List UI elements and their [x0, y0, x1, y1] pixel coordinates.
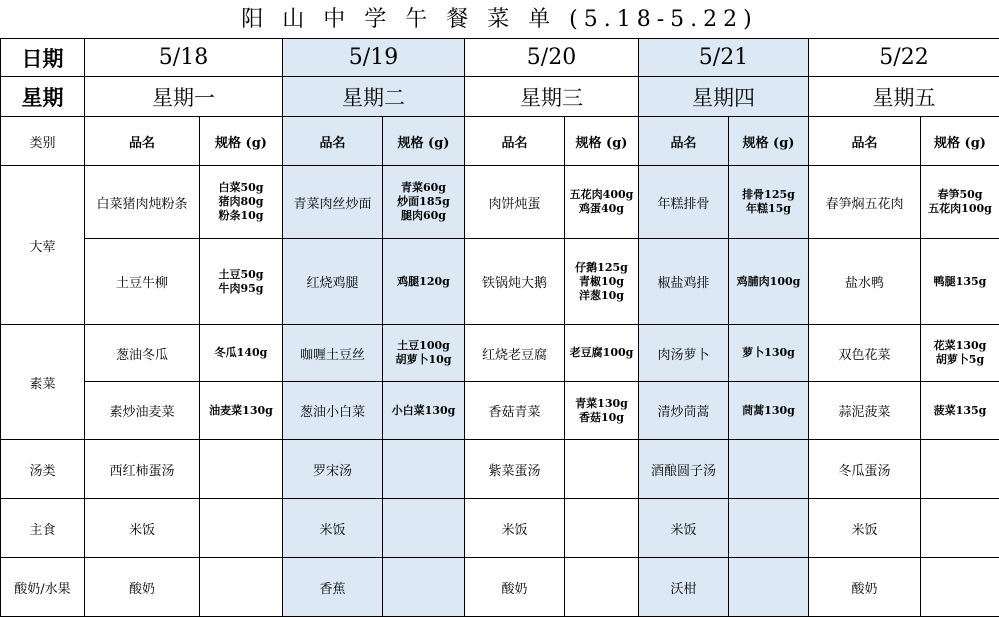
dish-cell: 素炒油麦菜	[85, 382, 200, 440]
spec-cell	[200, 382, 283, 440]
dish-cell: 清炒茼蒿	[639, 382, 729, 440]
spec-line: 茼蒿130g	[742, 403, 795, 417]
spec-cell	[921, 239, 999, 325]
spec-cell	[565, 558, 639, 617]
spec-cell	[921, 440, 999, 499]
dish-cell: 西红柿蛋汤	[85, 440, 200, 499]
dish-cell: 酸奶	[465, 558, 565, 617]
dish-header: 品名	[465, 117, 565, 166]
spec-line: 小白菜130g	[391, 403, 456, 417]
dish-cell: 春笋焖五花肉	[809, 166, 921, 239]
dish-cell: 葱油小白菜	[283, 382, 383, 440]
spec-line: 青菜130g	[575, 396, 628, 410]
weekday-cell: 星期五	[809, 77, 999, 117]
spec-header: 规格 (g)	[383, 117, 465, 166]
spec-line: 鸡腿120g	[397, 274, 450, 288]
dish-cell: 米饭	[465, 499, 565, 558]
date-cell: 5/18	[85, 39, 283, 77]
dish-cell: 米饭	[639, 499, 729, 558]
spec-line: 油麦菜130g	[209, 403, 273, 417]
spec-line: 土豆50g	[218, 267, 264, 281]
dish-header: 品名	[809, 117, 921, 166]
date-cell: 5/21	[639, 39, 809, 77]
dish-cell: 葱油冬瓜	[85, 325, 200, 382]
spec-cell	[729, 239, 809, 325]
weekday-cell: 星期一	[85, 77, 283, 117]
dish-cell: 酸奶	[809, 558, 921, 617]
dish-cell: 肉汤萝卜	[639, 325, 729, 382]
dish-cell: 香蕉	[283, 558, 383, 617]
dish-cell: 沃柑	[639, 558, 729, 617]
dish-cell: 双色花菜	[809, 325, 921, 382]
dish-cell: 红烧鸡腿	[283, 239, 383, 325]
spec-header: 规格 (g)	[200, 117, 283, 166]
dish-cell: 蒜泥菠菜	[809, 382, 921, 440]
date-cell: 5/22	[809, 39, 999, 77]
spec-cell	[565, 325, 639, 382]
menu-title: 阳 山 中 学 午 餐 菜 单 (5.18-5.22)	[241, 7, 758, 32]
spec-cell	[921, 325, 999, 382]
dish-cell: 盐水鸭	[809, 239, 921, 325]
weekday-cell: 星期二	[283, 77, 465, 117]
spec-cell	[200, 239, 283, 325]
spec-cell	[200, 325, 283, 382]
spec-line: 粉条10g	[218, 209, 264, 222]
dish-cell: 紫菜蛋汤	[465, 440, 565, 499]
spec-line: 胡萝卜10g	[395, 353, 452, 366]
spec-cell	[921, 499, 999, 558]
spec-cell	[383, 239, 465, 325]
spec-cell	[200, 166, 283, 239]
spec-line: 仔鹅125g	[575, 260, 628, 274]
dish-cell: 铁锅炖大鹅	[465, 239, 565, 325]
spec-line: 春笋50g	[937, 188, 983, 201]
spec-cell	[921, 558, 999, 617]
spec-header: 规格 (g)	[729, 117, 809, 166]
spec-cell	[565, 499, 639, 558]
category-cell: 主食	[1, 499, 85, 558]
category-cell: 汤类	[1, 440, 85, 499]
date-cell: 5/20	[465, 39, 639, 77]
spec-line: 萝卜130g	[742, 346, 795, 359]
spec-line: 牛肉95g	[218, 281, 264, 295]
dish-cell: 椒盐鸡排	[639, 239, 729, 325]
spec-cell	[565, 166, 639, 239]
spec-line: 腿肉60g	[401, 209, 446, 222]
spec-line: 老豆腐100g	[569, 346, 634, 359]
spec-cell	[729, 166, 809, 239]
weekday-cell: 星期三	[465, 77, 639, 117]
dish-cell: 酒酿圆子汤	[639, 440, 729, 499]
dish-cell: 年糕排骨	[639, 166, 729, 239]
spec-cell	[383, 325, 465, 382]
spec-line: 排骨125g	[742, 188, 795, 201]
spec-line: 炒面185g	[397, 195, 450, 208]
category-cell: 大荤	[1, 166, 85, 325]
spec-header: 规格 (g)	[921, 117, 999, 166]
spec-cell	[383, 499, 465, 558]
spec-line: 鸡脯肉100g	[736, 274, 801, 288]
spec-line: 青菜60g	[401, 181, 446, 194]
dish-cell: 罗宋汤	[283, 440, 383, 499]
spec-line: 冬瓜140g	[214, 346, 268, 359]
menu-table	[0, 38, 999, 617]
dish-cell: 青菜肉丝炒面	[283, 166, 383, 239]
spec-cell	[729, 382, 809, 440]
weekday-label: 星期	[1, 77, 85, 117]
spec-cell	[383, 382, 465, 440]
spec-cell	[729, 440, 809, 499]
dish-header: 品名	[85, 117, 200, 166]
dish-cell: 土豆牛柳	[85, 239, 200, 325]
spec-line: 土豆100g	[397, 339, 450, 352]
spec-cell	[729, 325, 809, 382]
dish-cell: 酸奶	[85, 558, 200, 617]
dish-cell: 香菇青菜	[465, 382, 565, 440]
spec-line: 白菜50g	[218, 181, 264, 194]
spec-line: 花菜130g	[933, 339, 987, 352]
category-header: 类别	[1, 117, 85, 166]
spec-cell	[383, 166, 465, 239]
spec-line: 五花肉100g	[928, 202, 992, 215]
spec-cell	[921, 166, 999, 239]
spec-cell	[565, 239, 639, 325]
dish-cell: 咖喱土豆丝	[283, 325, 383, 382]
category-cell: 素菜	[1, 325, 85, 440]
dish-cell: 肉饼炖蛋	[465, 166, 565, 239]
spec-line: 胡萝卜5g	[935, 353, 985, 366]
dish-header: 品名	[283, 117, 383, 166]
spec-line: 菠菜135g	[933, 403, 987, 417]
weekday-cell: 星期四	[639, 77, 809, 117]
spec-line: 洋葱10g	[579, 288, 624, 302]
spec-cell	[565, 440, 639, 499]
spec-line: 五花肉400g	[569, 188, 634, 201]
category-cell: 酸奶/水果	[1, 558, 85, 617]
dish-cell: 白菜猪肉炖粉条	[85, 166, 200, 239]
spec-cell	[729, 558, 809, 617]
spec-cell	[200, 499, 283, 558]
spec-line: 青椒10g	[579, 274, 624, 288]
spec-line: 香菇10g	[579, 410, 624, 424]
date-cell: 5/19	[283, 39, 465, 77]
spec-line: 猪肉80g	[218, 195, 264, 208]
spec-cell	[200, 440, 283, 499]
spec-cell	[729, 499, 809, 558]
spec-cell	[383, 440, 465, 499]
dish-cell: 米饭	[85, 499, 200, 558]
spec-cell	[383, 558, 465, 617]
spec-line: 年糕15g	[746, 202, 791, 215]
dish-cell: 米饭	[809, 499, 921, 558]
date-label: 日期	[1, 39, 85, 77]
spec-cell	[565, 382, 639, 440]
dish-header: 品名	[639, 117, 729, 166]
dish-cell: 冬瓜蛋汤	[809, 440, 921, 499]
spec-line: 鸡蛋40g	[579, 202, 624, 215]
spec-cell	[200, 558, 283, 617]
spec-header: 规格 (g)	[565, 117, 639, 166]
dish-cell: 红烧老豆腐	[465, 325, 565, 382]
spec-cell	[921, 382, 999, 440]
dish-cell: 米饭	[283, 499, 383, 558]
spec-line: 鸭腿135g	[933, 274, 987, 288]
